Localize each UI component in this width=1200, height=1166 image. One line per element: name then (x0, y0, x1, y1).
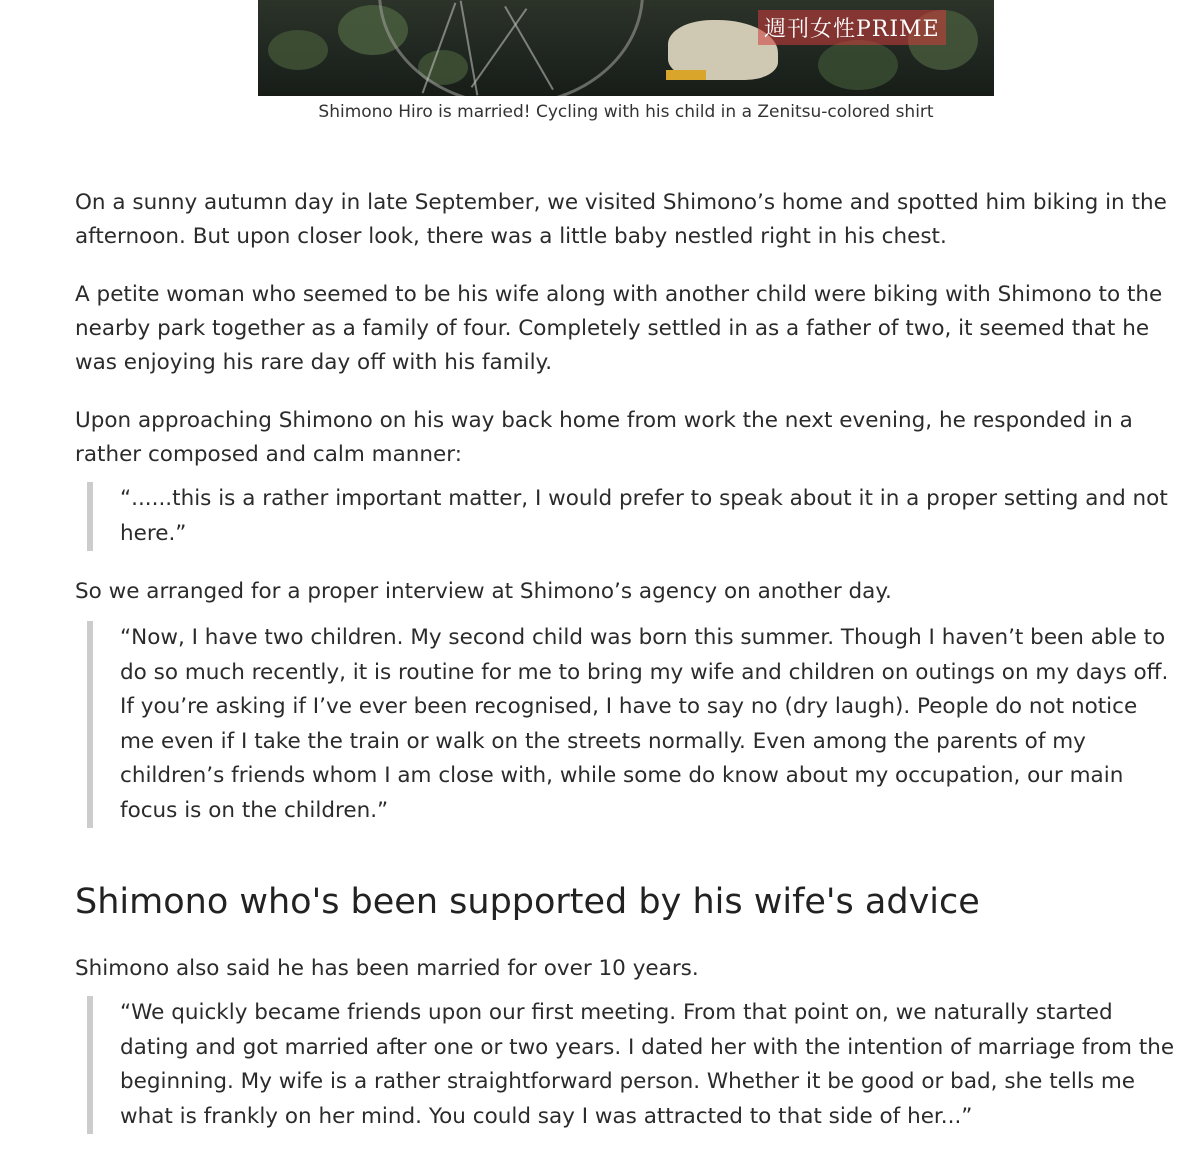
photo-watermark: 週刊女性PRIME (758, 10, 946, 45)
paragraph-3: Upon approaching Shimono on his way back home from work the next evening, he responded in a rather composed and calm manner: (75, 408, 1133, 467)
paragraph-4: So we arranged for a proper interview at Shimono’s agency on another day. (75, 579, 892, 604)
paragraph-2: A petite woman who seemed to be his wife along with another child were biking with Shimono to the nearby park together as a family of four. Completely settled in as a father of two, it seemed that he was enjoying his rare day off with his family. (75, 282, 1163, 375)
blockquote-1: “......this is a rather important matter, I would prefer to speak about it in a proper setting and not here.” (87, 482, 1175, 551)
photo-caption: Shimono Hiro is married! Cycling with his child in a Zenitsu-colored shirt (318, 102, 934, 122)
paragraph-5: Shimono also said he has been married for over 10 years. (75, 956, 699, 981)
article-photo (258, 0, 994, 96)
blockquote-2: “Now, I have two children. My second child was born this summer. Though I haven’t been able to do so much recently, it is routine for me to bring my wife and children on outings on my days off. If you’re asking if I’ve ever been recognised, I have to say no (dry laugh). People do not notice me even if I take the train or walk on the streets normally. Even among the parents of my children’s friends whom I am close with, while some do know about my occupation, our main focus is on the children.” (87, 621, 1175, 828)
section-heading: Shimono who's been supported by his wife's advice (75, 882, 980, 922)
paragraph-1: On a sunny autumn day in late September, we visited Shimono’s home and spotted him biking in the afternoon. But upon closer look, there was a little baby nestled right in his chest. (75, 190, 1167, 249)
blockquote-3: “We quickly became friends upon our first meeting. From that point on, we naturally started dating and got married after one or two years. I dated her with the intention of marriage from the beginning. My wife is a rather straightforward person. Whether it be good or bad, she tells me what is frankly on her mind. You could say I was attracted to that side of her...” (87, 996, 1175, 1134)
article-body (75, 186, 1175, 1158)
